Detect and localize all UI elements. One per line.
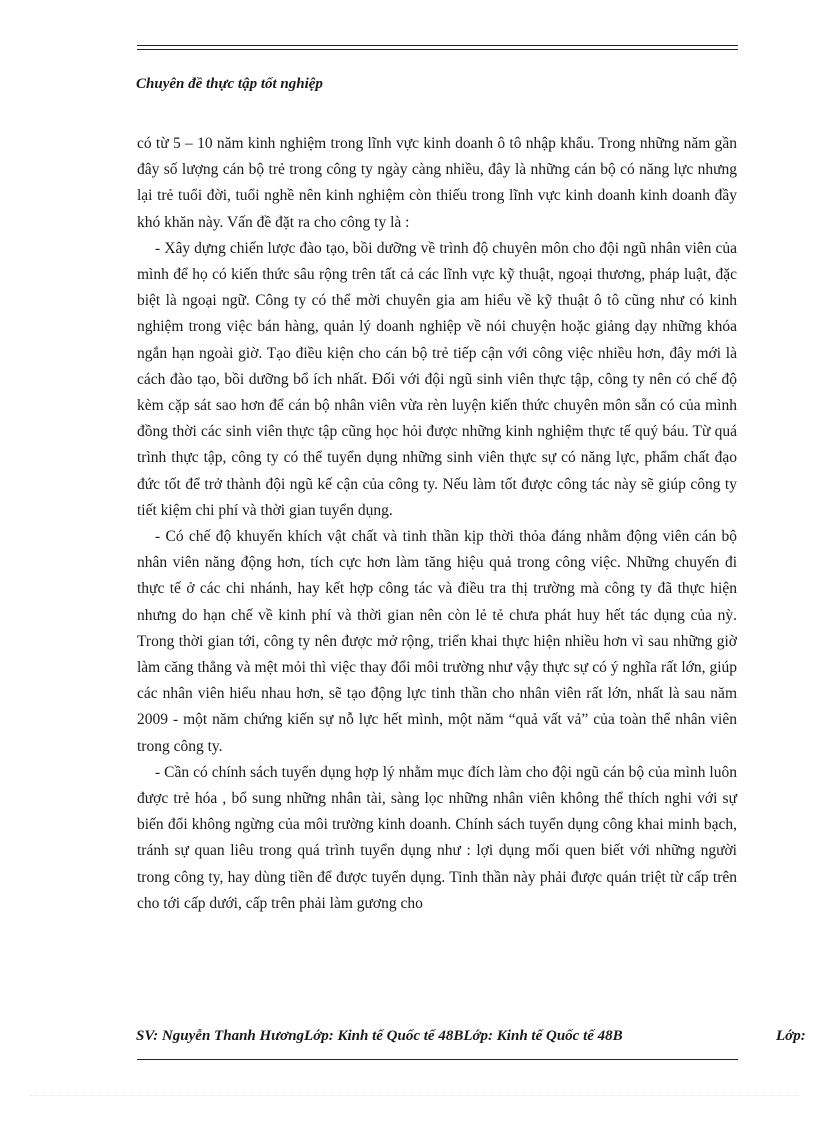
paragraph-recruitment: - Cần có chính sách tuyển dụng hợp lý nhằm mục đích làm cho đội ngũ cán bộ của mình luôn được trẻ hóa , bổ sung những nhân tài, sàng lọc những nhân viên không thể thích nghi với sự biến đổi không ngừng của môi trường kinh doanh. Chính sách tuyển dụng công khai minh bạch, tránh sự quan liêu trong quá trình tuyển dụng như : lợi dụng mối quen biết với những người trong công ty, hay dùng tiền để được tuyển dụng. Tinh thần này phải được quán triệt từ cấp trên cho tới cấp dưới, cấp trên phải làm gương cho [137,763,737,912]
footer-student-info: SV: Nguyễn Thanh HươngLớp: Kinh tế Quốc tế 48BLớp: Kinh tế Quốc tế 48B [136,1028,623,1044]
paragraph-training: - Xây dựng chiến lược đào tạo, bồi dưỡng về trình độ chuyên môn cho đội ngũ nhân viên của mình để họ có kiến thức sâu rộng trên tất cả các lĩnh vực kỹ thuật, ngoại thương, pháp luật, đặc biệt là ngoại ngữ. Công ty có thể mời chuyên gia am hiểu về kỹ thuật ô tô cũng như có kinh nghiệm trong việc bán hàng, quản lý doanh nghiệp về nói chuyện hoặc giảng dạy những khóa ngắn hạn ngoài giờ. Tạo điều kiện cho cán bộ trẻ tiếp cận với công việc nhiều hơn, đây mới là cách đào tạo, bồi dưỡng bổ ích nhất. Đối với đội ngũ sinh viên thực tập, công ty nên có chế độ kèm cặp sát sao hơn để cán bộ nhân viên vừa rèn luyện kiến thức chuyên môn sẵn có của mình đồng thời các sinh viên thực tập cũng học hỏi được những kinh nghiệm thực tế quý báu. Từ quá trình thực tập, công ty có thể tuyển dụng những sinh viên thực sự có năng lực, phẩm chất đạo đức tốt để trở thành đội ngũ kế cận của công ty. Nếu làm tốt được công tác này sẽ giúp công ty tiết kiệm chi phí và thời gian tuyển dụng. [137,239,737,519]
header-rule [137,45,738,50]
paragraph-incentives: - Có chế độ khuyến khích vật chất và tinh thần kịp thời thỏa đáng nhằm động viên cán bộ nhân viên năng động hơn, tích cực hơn làm tăng hiệu quả trong công việc. Những chuyến đi thực tế ở các chi nhánh, hay kết hợp công tác và điều tra thị trường mà công ty đã thực hiện nhưng do hạn chế về kinh phí và thời gian nên còn lẻ tẻ chưa phát huy hết tác dụng của nỳ. Trong thời gian tới, công ty nên được mở rộng, triển khai thực hiện nhiều hơn vì sau những giờ làm căng thẳng và mệt mỏi thì việc thay đổi môi trường như vậy thực sự có ý nghĩa rất lớn, giúp các nhân viên hiểu nhau hơn, sẽ tạo động lực tinh thần cho nhân viên rất lớn, nhất là sau năm 2009 - một năm chứng kiến sự nỗ lực hết mình, một năm “quả vất vả” của toàn thể nhân viên trong công ty. [137,528,737,755]
footer-rule [137,1059,738,1060]
page-header-title: Chuyên đề thực tập tốt nghiệp [136,76,323,92]
page-footer [136,1028,812,1045]
document-body [137,131,737,917]
page-edge-dots [30,1095,800,1096]
footer-class-label: Lớp: [776,1028,806,1044]
paragraph-intro: có từ 5 – 10 năm kinh nghiệm trong lĩnh vực kinh doanh ô tô nhập khẩu. Trong những năm gần đây số lượng cán bộ trẻ trong công ty ngày càng nhiều, đây là những cán bộ có năng lực nhưng lại trẻ tuổi đời, tuổi nghề nên kinh nghiệm còn thiếu trong lĩnh vực kinh doanh kinh doanh đầy khó khăn này. Vấn đề đặt ra cho công ty là : [137,135,737,231]
